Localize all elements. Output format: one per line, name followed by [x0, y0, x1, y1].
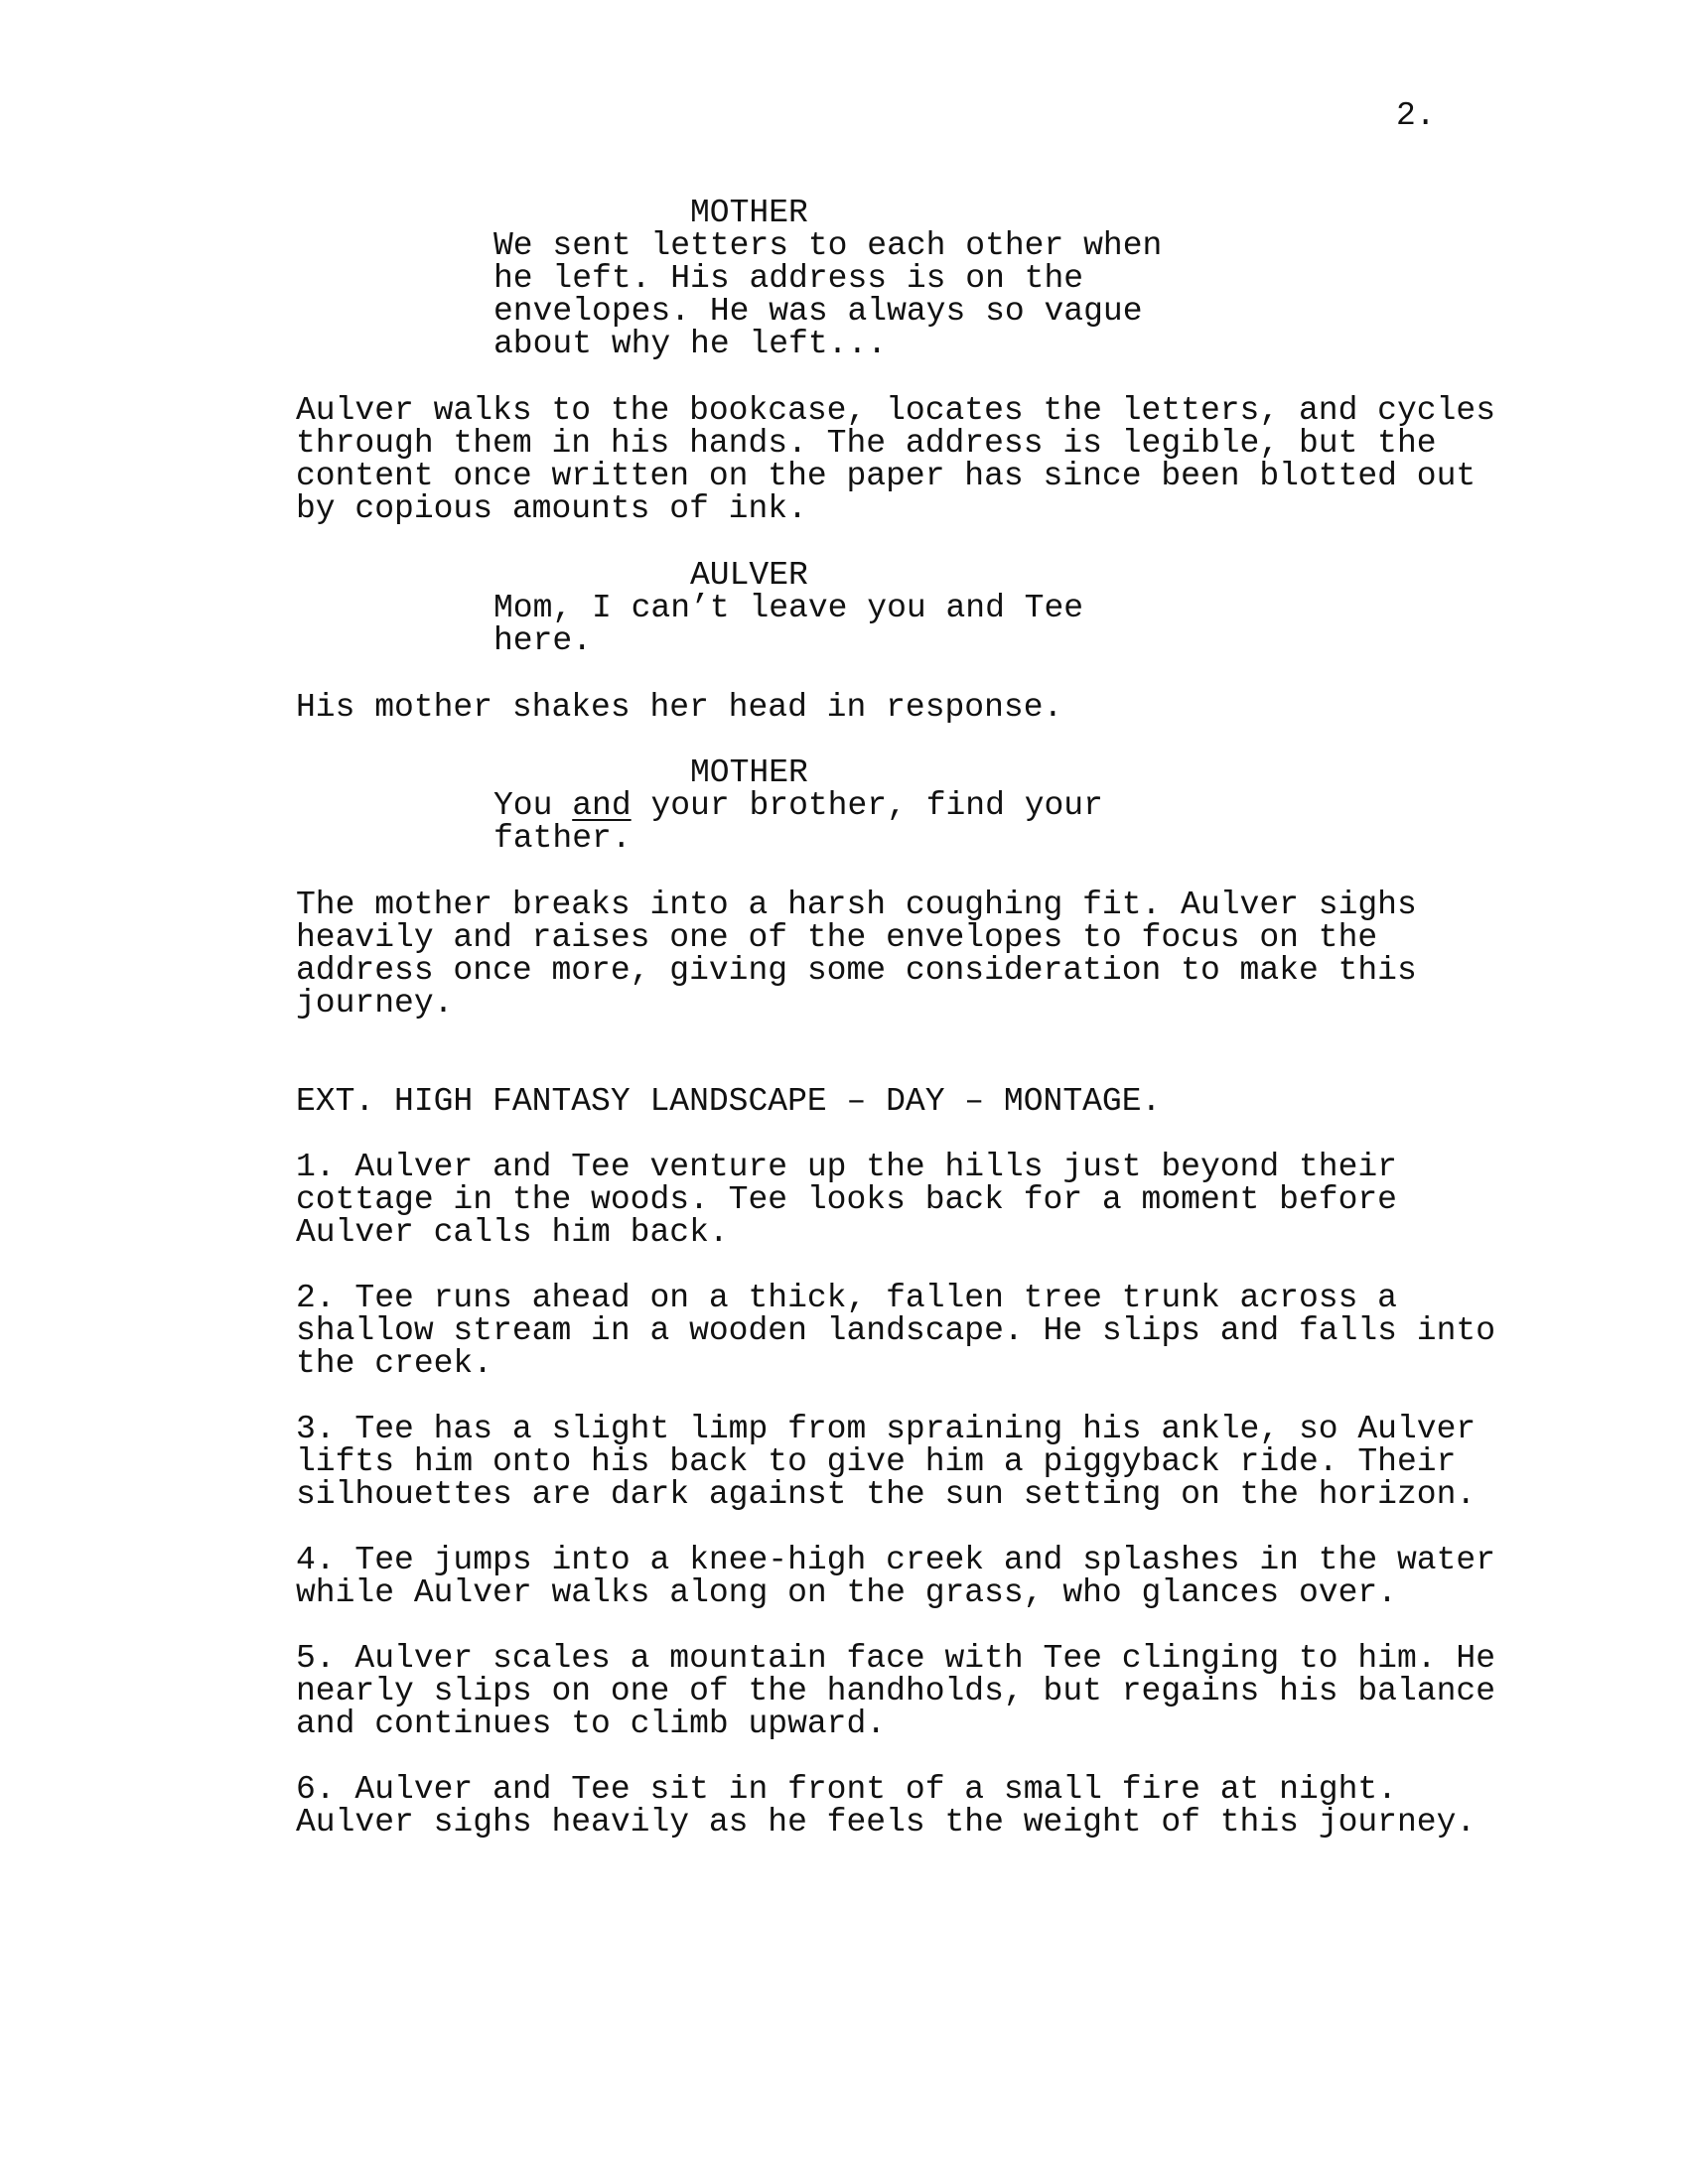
action-line: 4. Tee jumps into a knee-high creek and splashes in the water — [296, 1542, 1495, 1578]
action-line: lifts him onto his back to give him a piggyback ride. Their — [296, 1443, 1457, 1480]
action-line: 1. Aulver and Tee venture up the hills just beyond their — [296, 1149, 1397, 1185]
character-name: MOTHER — [690, 195, 808, 231]
montage-item — [296, 1151, 1587, 1249]
dialogue-line: Mom, I can’t leave you and Tee — [493, 590, 1084, 626]
action-line: The mother breaks into a harsh coughing fit. Aulver sighs — [296, 887, 1417, 923]
action-line: and continues to climb upward. — [296, 1706, 887, 1742]
action-line: Aulver walks to the bookcase, locates the letters, and cycles — [296, 392, 1495, 429]
action-line: 2. Tee runs ahead on a thick, fallen tree trunk across a — [296, 1280, 1397, 1316]
action-line: the creek. — [296, 1345, 493, 1382]
action-line: nearly slips on one of the handholds, but regains his balance — [296, 1673, 1495, 1709]
scene-heading — [296, 1085, 1587, 1118]
action-line: Aulver calls him back. — [296, 1214, 729, 1251]
action-line: while Aulver walks along on the grass, who glances over. — [296, 1574, 1397, 1611]
dialogue-text: your brother, find your — [631, 787, 1103, 824]
scene-heading-text: EXT. HIGH FANTASY LANDSCAPE – DAY – MONTAGE. — [296, 1083, 1162, 1120]
montage-item — [296, 1642, 1587, 1740]
action-block — [296, 888, 1587, 1020]
dialogue-block — [493, 229, 1208, 360]
character-name: MOTHER — [690, 754, 808, 791]
montage-item — [296, 1544, 1587, 1609]
action-line: through them in his hands. The address is legible, but the — [296, 425, 1437, 462]
dialogue-line: father. — [493, 820, 632, 857]
emphasized-word: and — [572, 787, 632, 824]
dialogue-text: You — [493, 787, 573, 824]
dialogue-block — [493, 789, 1208, 855]
action-line: address once more, giving some consideration to make this — [296, 952, 1417, 989]
action-line: 5. Aulver scales a mountain face with Tee clinging to him. He — [296, 1640, 1495, 1677]
action-line: content once written on the paper has since been blotted out — [296, 458, 1477, 494]
action-line: 3. Tee has a slight limp from spraining his ankle, so Aulver — [296, 1411, 1477, 1447]
action-line: His mother shakes her head in response. — [296, 689, 1063, 726]
action-line: cottage in the woods. Tee looks back for a moment before — [296, 1181, 1397, 1218]
action-line: by copious amounts of ink. — [296, 490, 807, 527]
action-line: heavily and raises one of the envelopes to focus on the — [296, 919, 1378, 956]
action-line: Aulver sighs heavily as he feels the weight of this journey. — [296, 1804, 1477, 1841]
action-line: journey. — [296, 985, 454, 1022]
page-number: 2. — [1396, 97, 1436, 134]
dialogue-line: envelopes. He was always so vague — [493, 293, 1143, 330]
action-line: silhouettes are dark against the sun setting on the horizon. — [296, 1476, 1477, 1513]
dialogue-line: here. — [493, 622, 593, 659]
action-line: 6. Aulver and Tee sit in front of a small fire at night. — [296, 1771, 1397, 1808]
character-name: AULVER — [690, 557, 808, 594]
dialogue-line — [493, 789, 1208, 822]
dialogue-line: We sent letters to each other when — [493, 227, 1163, 264]
action-block — [296, 691, 1587, 724]
action-block — [296, 394, 1587, 525]
montage-item — [296, 1282, 1587, 1380]
action-line: shallow stream in a wooden landscape. He slips and falls into — [296, 1312, 1495, 1349]
dialogue-line: about why he left... — [493, 326, 888, 362]
dialogue-block — [493, 592, 1208, 657]
dialogue-line: he left. His address is on the — [493, 260, 1084, 297]
montage-item — [296, 1773, 1587, 1839]
montage-item — [296, 1413, 1587, 1511]
